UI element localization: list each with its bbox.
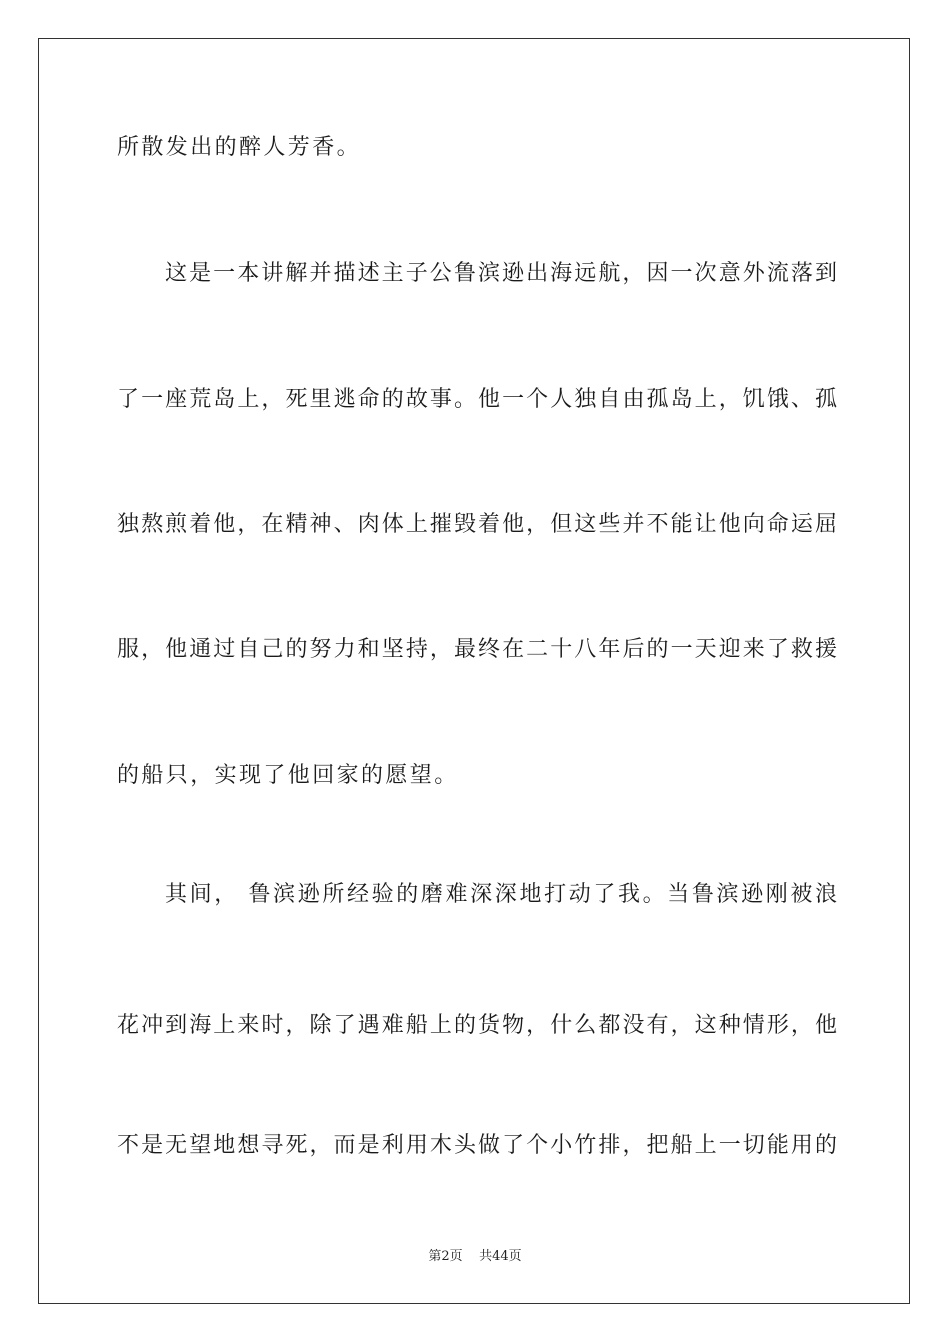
paragraph-line: 服，他通过自己的努力和坚持，最终在二十八年后的一天迎来了救援	[117, 637, 837, 662]
paragraph-line: 了一座荒岛上，死里逃命的故事。他一个人独自由孤岛上，饥饿、孤	[117, 387, 837, 412]
paragraph-line: 的船只，实现了他回家的愿望。	[117, 763, 459, 788]
page-border	[38, 38, 910, 1304]
paragraph-line: 这是一本讲解并描述主子公鲁滨逊出海远航，因一次意外流落到	[165, 261, 837, 286]
paragraph-line: 其间， 鲁滨逊所经验的磨难深深地打动了我。当鲁滨逊刚被浪	[165, 882, 837, 907]
paragraph-line: 所散发出的醉人芳香。	[117, 135, 362, 160]
paragraph-line: 花冲到海上来时，除了遇难船上的货物，什么都没有，这种情形，他	[117, 1013, 837, 1038]
paragraph-line: 独熬煎着他，在精神、肉体上摧毁着他，但这些并不能让他向命运屈	[117, 512, 837, 537]
paragraph-line: 不是无望地想寻死，而是利用木头做了个小竹排，把船上一切能用的	[117, 1133, 837, 1158]
page-number-footer: 第2页 共44页	[428, 1249, 522, 1264]
